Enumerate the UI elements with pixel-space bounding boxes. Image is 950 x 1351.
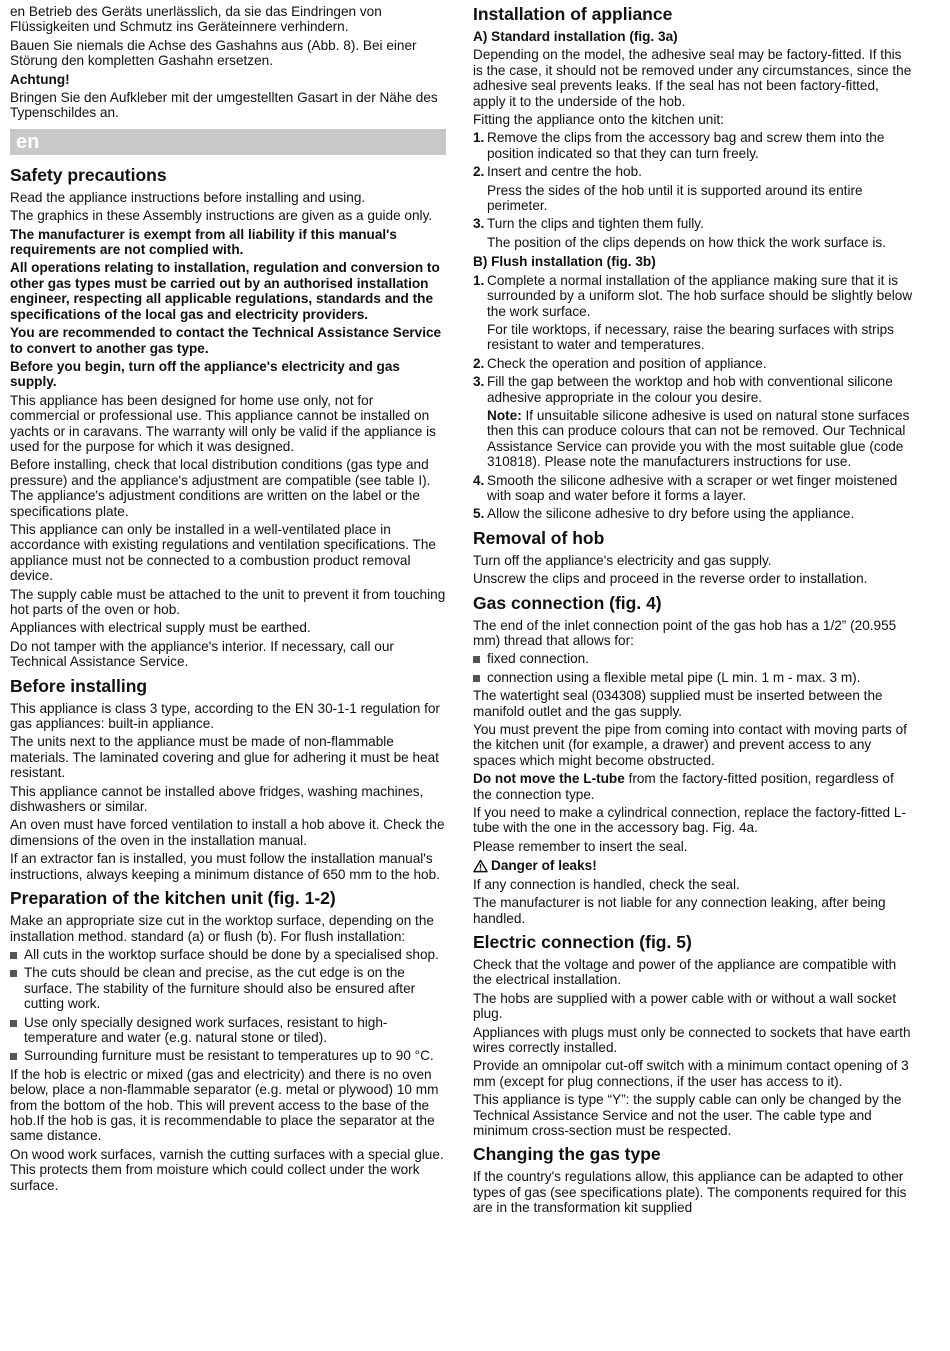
safety-paragraph: This appliance can only be installed in a well-ventilated place in accordance with existing regulations and ventilation specifications. The appliance must not be connected to a combustion product removal device. [10, 521, 436, 584]
step-number: 3. [473, 374, 485, 390]
step-number: 2. [473, 164, 485, 180]
step-text: Check the operation and position of appliance. [487, 355, 767, 371]
step-text: Remove the clips from the accessory bag and screw them into the position indicated so that they can turn freely. [487, 130, 885, 161]
list-item [473, 273, 913, 353]
german-paragraph-3: Bringen Sie den Aufkleber mit der umgestellten Gasart in der Nähe des Typenschildes an. [10, 90, 438, 121]
changing-gas-type-heading: Changing the gas type [473, 1144, 661, 1165]
step-subtext: For tile worktops, if necessary, raise the bearing surfaces with strips resistant to water and temperatures. [487, 321, 894, 353]
removal-paragraph: Unscrew the clips and proceed in the reverse order to installation. [473, 571, 868, 587]
removal-heading: Removal of hob [473, 527, 605, 548]
before-paragraph: An oven must have forced ventilation to install a hob above it. Check the dimensions of the oven in the installation manual. [10, 817, 445, 848]
german-warning-label: Achtung! [10, 71, 70, 87]
list-item [473, 374, 913, 469]
german-paragraph-2: Bauen Sie niemals die Achse des Gashahns aus (Abb. 8). Bei einer Störung den kompletten Gashahn ersetzen. [10, 37, 417, 69]
safety-paragraph: The supply cable must be attached to the unit to prevent it from touching hot parts of the oven or hob. [10, 586, 446, 617]
list-item: Use only specially designed work surfaces, resistant to high-temperature and water (e.g. natural stone or tiled). [10, 1015, 446, 1046]
safety-paragraph: The graphics in these Assembly instructions are given as a guide only. [10, 208, 433, 224]
safety-paragraph: Before installing, check that local distribution conditions (gas type and pressure) and the appliance's adjustment are compatible (see table I). The appliance's adjustment conditions are written on the label or the specifications plate. [10, 457, 431, 519]
preparation-heading: Preparation of the kitchen unit (fig. 1-2) [10, 888, 336, 909]
changing-gas-paragraph: If the country's regulations allow, this appliance can be adapted to other types of gas (see specifications plate). The components required for this are in the transformation kit supplied [473, 1169, 907, 1216]
electric-paragraph: Appliances with plugs must only be connected to sockets that have earth wires correctly installed. [473, 1024, 911, 1055]
right-column [473, 4, 913, 1219]
electric-paragraph: The hobs are supplied with a power cable with or without a wall socket plug. [473, 990, 897, 1022]
standard-paragraph: Fitting the appliance onto the kitchen unit: [473, 112, 724, 128]
gas-paragraph: Please remember to insert the seal. [473, 838, 688, 854]
safety-paragraph: Read the appliance instructions before installing and using. [10, 189, 366, 205]
installation-heading: Installation of appliance [473, 4, 673, 24]
list-item: Surrounding furniture must be resistant to temperatures up to 90 °C. [10, 1048, 446, 1063]
list-item [473, 216, 913, 250]
list-item: All cuts in the worktop surface should be done by a specialised shop. [10, 947, 446, 962]
safety-bold-paragraph: The manufacturer is exempt from all liability if this manual's requirements are not complied with. [10, 226, 397, 258]
step-text: Insert and centre the hob. [487, 164, 642, 180]
step-text: Smooth the silicone adhesive with a scraper or wet finger moistened with soap and water before it forms a layer. [487, 472, 898, 503]
gas-paragraph: If you need to make a cylindrical connection, replace the factory-fitted L-tube with the one in the accessory bag. Fig. 4a. [473, 805, 906, 836]
before-paragraph: The units next to the appliance must be made of non-flammable materials. The laminated covering and glue for adhering it must be heat resistant. [10, 734, 439, 781]
gas-paragraph [473, 771, 913, 802]
gas-paragraph: The manufacturer is not liable for any connection leaking, after being handled. [473, 895, 886, 926]
gas-bold-phrase: Do not move the L-tube [473, 771, 625, 787]
language-tag-bar: en [10, 129, 446, 155]
flush-installation-subheading: B) Flush installation (fig. 3b) [473, 254, 656, 270]
electric-paragraph: Check that the voltage and power of the appliance are compatible with the electrical installation. [473, 956, 897, 988]
warning-triangle-icon [473, 859, 488, 873]
step-number: 3. [473, 216, 485, 232]
safety-heading: Safety precautions [10, 164, 167, 185]
gas-text: from the factory-fitted position, regardless of the connection type. [473, 771, 894, 802]
standard-steps-list [473, 130, 913, 250]
safety-paragraph: Appliances with electrical supply must be earthed. [10, 620, 311, 636]
safety-paragraph: Do not tamper with the appliance's interior. If necessary, call our Technical Assistance Service. [10, 638, 394, 670]
electric-paragraph: Provide an omnipolar cut-off switch with a minimum contact opening of 3 mm (except for plug connections, if the user has access to it). [473, 1058, 909, 1089]
step-number: 1. [473, 130, 485, 146]
before-paragraph: If an extractor fan is installed, you must follow the installation manual's instructions, always keeping a minimum distance of 650 mm to the hob. [10, 851, 440, 882]
danger-label: Danger of leaks! [491, 858, 597, 874]
removal-paragraph: Turn off the appliance's electricity and gas supply. [473, 552, 772, 568]
step-text: Allow the silicone adhesive to dry before using the appliance. [487, 506, 855, 522]
before-installing-heading: Before installing [10, 675, 148, 696]
list-item: fixed connection. [473, 651, 913, 666]
electric-paragraph: This appliance is type “Y”: the supply cable can only be changed by the Technical Assistance Service and not the user. The cable type and minimum cross-section must be respected. [473, 1092, 902, 1138]
list-item [473, 356, 913, 371]
gas-paragraph: The end of the inlet connection point of the gas hob has a 1/2” (20.955 mm) thread that allows for: [473, 617, 897, 648]
preparation-bullet-list [10, 947, 446, 1064]
step-number: 5. [473, 506, 485, 522]
gas-bullet-list [473, 651, 913, 685]
german-paragraph-1: en Betrieb des Geräts unerlässlich, da sie das Eindringen von Flüssigkeiten und Schmutz ins Geräteinnere verhindern. [10, 4, 382, 35]
gas-paragraph: If any connection is handled, check the seal. [473, 876, 740, 892]
step-text: Fill the gap between the worktop and hob with conventional silicone adhesive appropriate in the colour you desire. [487, 374, 893, 405]
step-number: 4. [473, 472, 485, 488]
safety-bold-paragraph: All operations relating to installation, regulation and conversion to other gas types must be carried out by an authorised installation engineer, respecting all applicable regulations, standards and the specifications of the local gas and electricity providers. [10, 260, 440, 322]
gas-paragraph: You must prevent the pipe from coming into contact with moving parts of the kitchen unit (for example, a drawer) and prevent access to any spaces which might become obstructed. [473, 722, 907, 768]
step-text: Turn the clips and tighten them fully. [487, 216, 704, 232]
standard-paragraph: Depending on the model, the adhesive seal may be factory-fitted. If this is the case, it should not be removed under any circumstances, since the adhesive seal prevents leaks. If the seal has not been factory-fitted, apply it to the underside of the hob. [473, 47, 912, 109]
step-number: 1. [473, 272, 485, 288]
preparation-paragraph: On wood work surfaces, varnish the cutting surfaces with a special glue. This protects them from moisture which could collect under the work surface. [10, 1146, 444, 1193]
safety-bold-paragraph: Before you begin, turn off the appliance's electricity and gas supply. [10, 358, 400, 390]
list-item [473, 164, 913, 213]
step-subtext: The position of the clips depends on how thick the work surface is. [487, 234, 886, 250]
before-paragraph: This appliance is class 3 type, according to the EN 30-1-1 regulation for gas appliances: built-in appliance. [10, 700, 440, 732]
safety-paragraph: This appliance has been designed for home use only, not for commercial or professional use. This appliance cannot be installed on yachts or in caravans. The warranty will only be valid if the appliance is used for the purpose for which it was designed. [10, 392, 436, 454]
note-text: If unsuitable silicone adhesive is used on natural stone surfaces then this can produce colours that can not be removed. Our Technical Assistance Service can provide you with the most suitable glue (code 310818). Please note the manufacturers instructions for use. [487, 407, 910, 470]
before-paragraph: This appliance cannot be installed above fridges, washing machines, dishwashers or similar. [10, 783, 424, 815]
note-label: Note: [487, 407, 522, 423]
list-item: The cuts should be clean and precise, as the cut edge is on the surface. The stability of the furniture should also be ensured after cutting work. [10, 965, 446, 1011]
electric-connection-heading: Electric connection (fig. 5) [473, 931, 692, 952]
step-text: Complete a normal installation of the appliance making sure that it is surrounded by a uniform slot. The hob surface should be slightly below the work surface. [487, 272, 913, 319]
list-item [473, 130, 913, 161]
safety-bold-paragraph: You are recommended to contact the Technical Assistance Service to convert to another gas type. [10, 325, 442, 356]
list-item [473, 473, 913, 504]
preparation-paragraph: If the hob is electric or mixed (gas and electricity) and there is no oven below, place a non-flammable separator (e.g. metal or plywood) 10 mm from the bottom of the hob. This will prevent access to the base of the hob.If the hob is gas, it is recommendable to place the separator at the same distance. [10, 1066, 439, 1144]
step-subtext: Press the sides of the hob until it is supported around its entire perimeter. [487, 182, 863, 214]
preparation-paragraph: Make an appropriate size cut in the worktop surface, depending on the installation method. standard (a) or flush (b). For flush installation: [10, 913, 434, 944]
flush-note [487, 408, 913, 470]
left-column [10, 4, 446, 1196]
standard-installation-subheading: A) Standard installation (fig. 3a) [473, 29, 678, 44]
gas-paragraph: The watertight seal (034308) supplied must be inserted between the manifold outlet and the gas supply. [473, 688, 883, 719]
list-item [473, 506, 913, 521]
list-item: connection using a flexible metal pipe (L min. 1 m - max. 3 m). [473, 670, 913, 685]
gas-connection-heading: Gas connection (fig. 4) [473, 592, 662, 613]
flush-steps-list [473, 273, 913, 522]
step-number: 2. [473, 355, 485, 371]
danger-warning [473, 858, 913, 873]
